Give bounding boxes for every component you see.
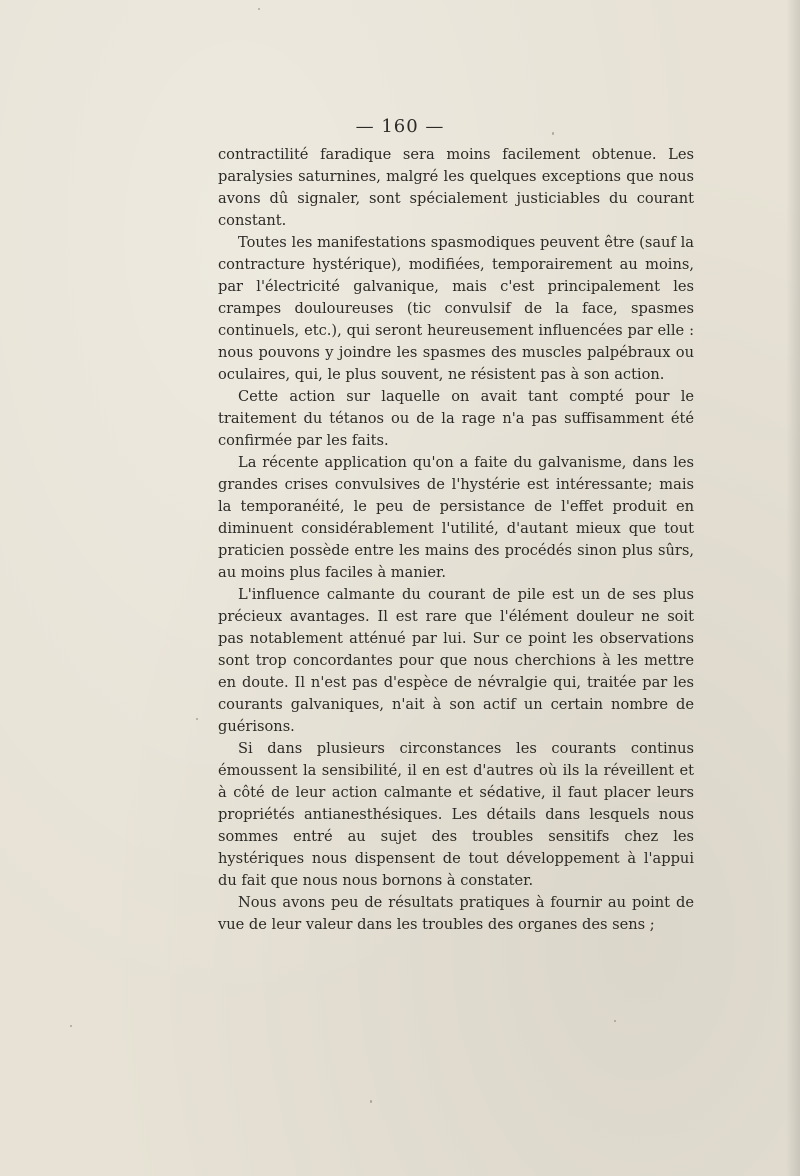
paper-speck bbox=[614, 1020, 616, 1022]
paper-speck bbox=[196, 718, 198, 720]
paragraph-2: Toutes les manifestations spasmodiques peuvent être (sauf la contracture hystérique), modifiées, temporairement au moins, par l'électricité galvanique, mais c'est principalement les crampes douloureuses (tic convulsif de la face, spasmes continuels, etc.), qui seront heureusement influencées par elle : nous pouvons y joindre les spasmes des muscles palpébraux ou oculaires, qui, le plus souvent, ne résistent pas à son action. bbox=[218, 234, 694, 383]
paper-speck bbox=[258, 8, 260, 10]
body-text bbox=[218, 144, 694, 936]
paper-speck bbox=[70, 1025, 72, 1027]
paragraph-4: La récente application qu'on a faite du galvanisme, dans les grandes crises convulsives de l'hystérie est intéressante; mais la temporanéité, le peu de persistance de l'effet produit en diminuent considérablement l'utilité, d'autant mieux que tout praticien possède entre les mains des procédés sinon plus sûrs, au moins plus faciles à manier. bbox=[218, 454, 694, 581]
page-number: — 160 — bbox=[355, 116, 445, 137]
paragraph-7: Nous avons peu de résultats pratiques à fournir au point de vue de leur valeur dans les troubles des organes des sens ; bbox=[218, 894, 694, 933]
paragraph-5: L'influence calmante du courant de pile est un de ses plus précieux avantages. Il est rare que l'élément douleur ne soit pas notablement atténué par lui. Sur ce point les observations sont trop concordantes pour que nous cherchions à les mettre en doute. Il n'est pas d'espèce de névralgie qui, traitée par les courants galvaniques, n'ait à son actif un certain nombre de guérisons. bbox=[218, 586, 694, 735]
paper-speck bbox=[552, 132, 554, 135]
paragraph-3: Cette action sur laquelle on avait tant compté pour le traitement du tétanos ou de la rage n'a pas suffisamment été confirmée par les faits. bbox=[218, 388, 694, 449]
paper-speck bbox=[370, 1100, 372, 1103]
paragraph-1: contractilité faradique sera moins facilement obtenue. Les paralysies saturnines, malgré les quelques exceptions que nous avons dû signaler, sont spécialement justiciables du courant constant. bbox=[218, 146, 694, 229]
page-edge-shadow bbox=[786, 0, 800, 1176]
paragraph-6: Si dans plusieurs circonstances les courants continus émoussent la sensibilité, il en est d'autres où ils la réveillent et à côté de leur action calmante et sédative, il faut placer leurs propriétés antianesthésiques. Les détails dans lesquels nous sommes entré au sujet des troubles sensitifs chez les hystériques nous dispensent de tout développement à l'appui du fait que nous nous bornons à constater. bbox=[218, 740, 694, 889]
